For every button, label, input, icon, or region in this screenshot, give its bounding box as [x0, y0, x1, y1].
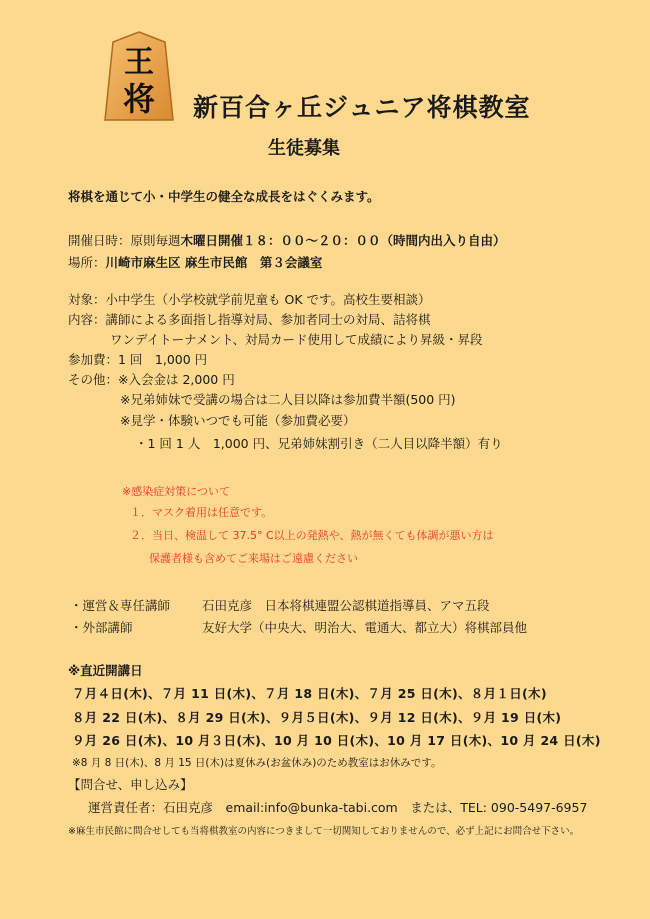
covid-heading: ※感染症対策について	[122, 485, 230, 498]
covid-item-2: ２．当日、検温して 37.5° C以上の発熱や、熱が無くても体調が悪い方は	[130, 529, 494, 542]
contact-footnote: ※麻生市民館に問合せしても当将棋教室の内容につきまして一切関知しておりませんので、必ず上記にお問合せ下さい。	[68, 826, 580, 837]
intro-text: 将棋を通じて小・中学生の健全な成長をはぐくみます。	[68, 189, 380, 204]
staff-role-1: ・運営＆専任講師	[70, 598, 171, 613]
other-text-4: ・1 回 1 人 1,000 円、兄弟姉妹割引き（二人目以降半額）有り	[135, 436, 503, 451]
other-text-1: その他：※入会金は 2,000 円	[68, 372, 235, 387]
page-title: 新百合ヶ丘ジュニア将棋教室	[193, 93, 531, 122]
shogi-piece-icon	[103, 30, 175, 122]
dates-heading: ※直近開講日	[68, 663, 143, 678]
dates-row-1: ７月４日(木)、７月 11 日(木)、７月 18 日(木)、７月 25 日(木)、８月１日(木)	[72, 686, 547, 701]
page-subtitle: 生徒募集	[268, 138, 340, 159]
staff-person-1: 石田克彦 日本将棋連盟公認棋道指導員、アマ五段	[202, 598, 490, 613]
other-text-3: ※見学・体験いつでも可能（参加費必要）	[120, 413, 356, 428]
dates-note: ※8 月 8 日(木)、8 月 15 日(木)は夏休み(お盆休み)のため教室はお休みです。	[72, 757, 442, 769]
contact-line: 運営責任者：石田克彦 email:info@bunka-tabi.com または、TEL: 090-5497-6957	[88, 800, 588, 815]
piece-bottom-char: 将	[122, 80, 156, 118]
place-label: 場所：	[68, 255, 106, 270]
content-text-1: 内容：講師による多面指し指導対局、参加者同士の対局、詰将棋	[68, 312, 431, 327]
contact-heading: 【問合せ、申し込み】	[68, 777, 193, 792]
piece-top-char: 王	[124, 45, 154, 80]
other-text-2: ※兄弟姉妹で受講の場合は二人目以降は参加費半額(500 円)	[120, 392, 456, 407]
target-text: 対象：小中学生（小学校就学前児童も OK です。高校生要相談）	[68, 292, 431, 307]
schedule-datetime	[68, 231, 506, 249]
covid-item-3: 保護者様も含めてご来場はご遠慮ください	[149, 552, 358, 565]
covid-item-1: １．マスク着用は任意です。	[130, 506, 273, 519]
staff-person-2: 友好大学（中央大、明治大、電通大、都立大）将棋部員他	[202, 620, 528, 635]
datetime-label: 開催日時：原則毎週	[68, 233, 181, 248]
content-text-2: ワンデイトーナメント、対局カード使用して成績により昇級・昇段	[110, 332, 483, 347]
schedule-place	[68, 253, 322, 271]
place-value: 川崎市麻生区 麻生市民館 第３会議室	[105, 255, 323, 270]
dates-row-3: ９月 26 日(木)、10 月３日(木)、10 月 10 日(木)、10 月 17 日(木)、10 月 24 日(木)	[72, 733, 601, 748]
fee-text: 参加費：1 回 1,000 円	[68, 352, 208, 367]
staff-role-2: ・外部講師	[70, 620, 133, 635]
dates-row-2: ８月 22 日(木)、８月 29 日(木)、９月５日(木)、９月 12 日(木)、９月 19 日(木)	[72, 710, 562, 725]
datetime-value: 木曜日開催１８：００～２０：００（時間内出入り自由）	[180, 233, 506, 248]
